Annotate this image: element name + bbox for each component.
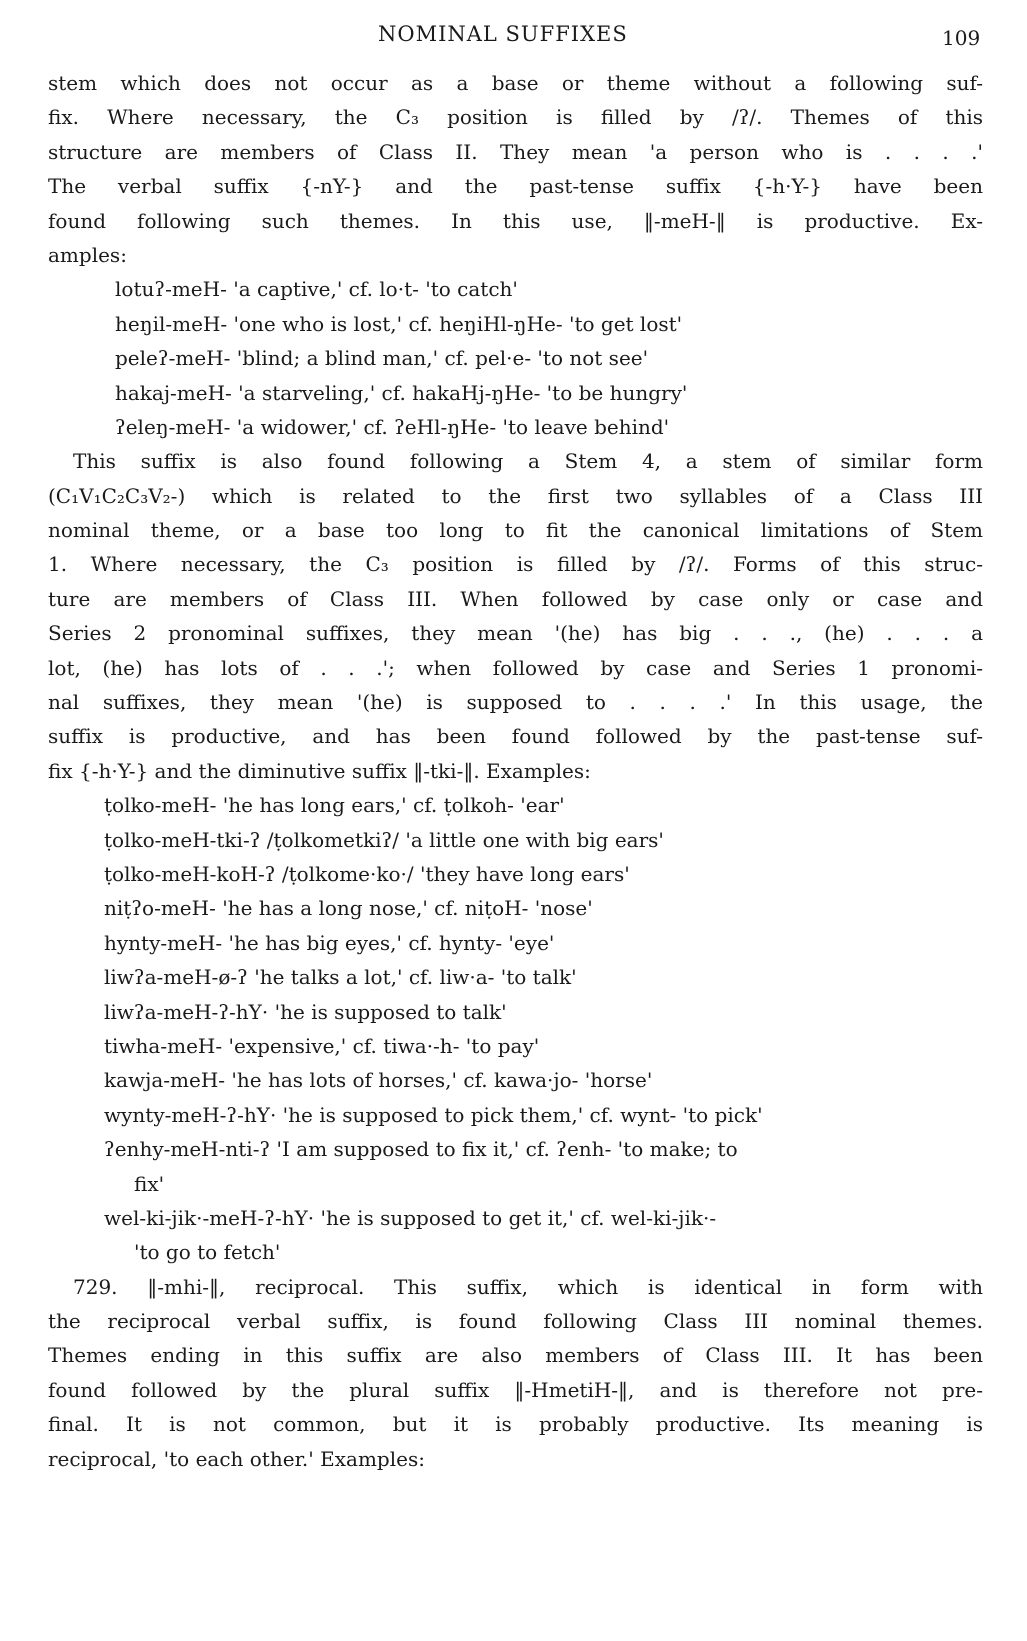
text-line: nal suffixes, they mean '(he) is supposed to . . . .' In this usage, the <box>48 690 983 715</box>
text-line: the reciprocal verbal suffix, is found following Class III nominal themes. <box>48 1309 983 1334</box>
text-line: The verbal suffix {-nY-} and the past-tense suffix {-h·Y-} have been <box>48 174 983 199</box>
text-line: reciprocal, 'to each other.' Examples: <box>48 1446 425 1471</box>
text-line: ṭolko-meH-tki-ʔ /ṭolkometkiʔ/ 'a little one with big ears' <box>104 827 664 852</box>
text-line: hakaj-meH- 'a starveling,' cf. hakaHj-ŋHe- 'to be hungry' <box>115 380 688 405</box>
text-line: fix. Where necessary, the C₃ position is filled by /ʔ/. Themes of this <box>48 105 983 130</box>
text-line: fix' <box>134 1171 165 1196</box>
text-line: 'to go to fetch' <box>134 1240 281 1265</box>
text-line: fix {-h·Y-} and the diminutive suffix ‖-tki-‖. Examples: <box>48 758 591 783</box>
text-line: ʔenhy-meH-nti-ʔ 'I am supposed to fix it,' cf. ʔenh- 'to make; to <box>104 1137 738 1162</box>
text-line: niṭʔo-meH- 'he has a long nose,' cf. niṭoH- 'nose' <box>104 896 593 921</box>
text-line: peleʔ-meH- 'blind; a blind man,' cf. pel·e- 'to not see' <box>115 346 649 371</box>
text-line: This suffix is also found following a Stem 4, a stem of similar form <box>73 449 983 474</box>
text-line: heŋil-meH- 'one who is lost,' cf. heŋiHl-ŋHe- 'to get lost' <box>115 311 683 336</box>
text-line: wynty-meH-ʔ-hY· 'he is supposed to pick them,' cf. wynt- 'to pick' <box>104 1102 763 1127</box>
text-line: 1. Where necessary, the C₃ position is filled by /ʔ/. Forms of this struc- <box>48 552 983 577</box>
text-line: ṭolko-meH-koH-ʔ /ṭolkome·ko·/ 'they have long ears' <box>104 861 630 886</box>
text-line: found followed by the plural suffix ‖-HmetiH-‖, and is therefore not pre- <box>48 1377 983 1402</box>
text-line: final. It is not common, but it is probably productive. Its meaning is <box>48 1412 983 1437</box>
text-line: ṭolko-meH- 'he has long ears,' cf. ṭolkoh- 'ear' <box>104 793 565 818</box>
text-line: structure are members of Class II. They mean 'a person who is . . . .' <box>48 139 983 164</box>
page-number: 109 <box>942 26 981 50</box>
text-line: found following such themes. In this use, ‖-meH-‖ is productive. Ex- <box>48 208 983 233</box>
text-line: tiwha-meH- 'expensive,' cf. tiwa·-h- 'to pay' <box>104 1033 540 1058</box>
text-line: Series 2 pronominal suffixes, they mean '(he) has big . . ., (he) . . . a <box>48 621 983 646</box>
text-line: 729. ‖-mhi-‖, reciprocal. This suffix, which is identical in form with <box>73 1274 983 1299</box>
text-line: (C₁V₁C₂C₃V₂-) which is related to the first two syllables of a Class III <box>48 483 983 508</box>
text-line: suffix is productive, and has been found followed by the past-tense suf- <box>48 724 983 749</box>
text-line: liwʔa-meH-ø-ʔ 'he talks a lot,' cf. liw·a- 'to talk' <box>104 965 577 990</box>
page-header <box>0 18 1027 54</box>
text-line: ture are members of Class III. When followed by case only or case and <box>48 586 983 611</box>
text-line: amples: <box>48 242 127 267</box>
body-text <box>48 66 983 1476</box>
text-line: ʔeleŋ-meH- 'a widower,' cf. ʔeHl-ŋHe- 'to leave behind' <box>115 414 670 439</box>
text-line: hynty-meH- 'he has big eyes,' cf. hynty- 'eye' <box>104 930 555 955</box>
text-line: stem which does not occur as a base or theme without a following suf- <box>48 71 983 95</box>
text-line: lot, (he) has lots of . . .'; when followed by case and Series 1 pronomi- <box>48 655 983 680</box>
text-line: wel-ki-jik·-meH-ʔ-hY· 'he is supposed to get it,' cf. wel-ki-jik·- <box>104 1205 717 1230</box>
text-line: kawja-meH- 'he has lots of horses,' cf. kawa·jo- 'horse' <box>104 1068 653 1093</box>
text-line: lotuʔ-meH- 'a captive,' cf. lo·t- 'to catch' <box>115 277 518 302</box>
text-line: liwʔa-meH-ʔ-hY· 'he is supposed to talk' <box>104 999 507 1024</box>
text-line: Themes ending in this suffix are also members of Class III. It has been <box>48 1343 983 1368</box>
text-line: nominal theme, or a base too long to fit the canonical limitations of Stem <box>48 518 983 543</box>
running-head: NOMINAL SUFFIXES <box>378 22 628 46</box>
